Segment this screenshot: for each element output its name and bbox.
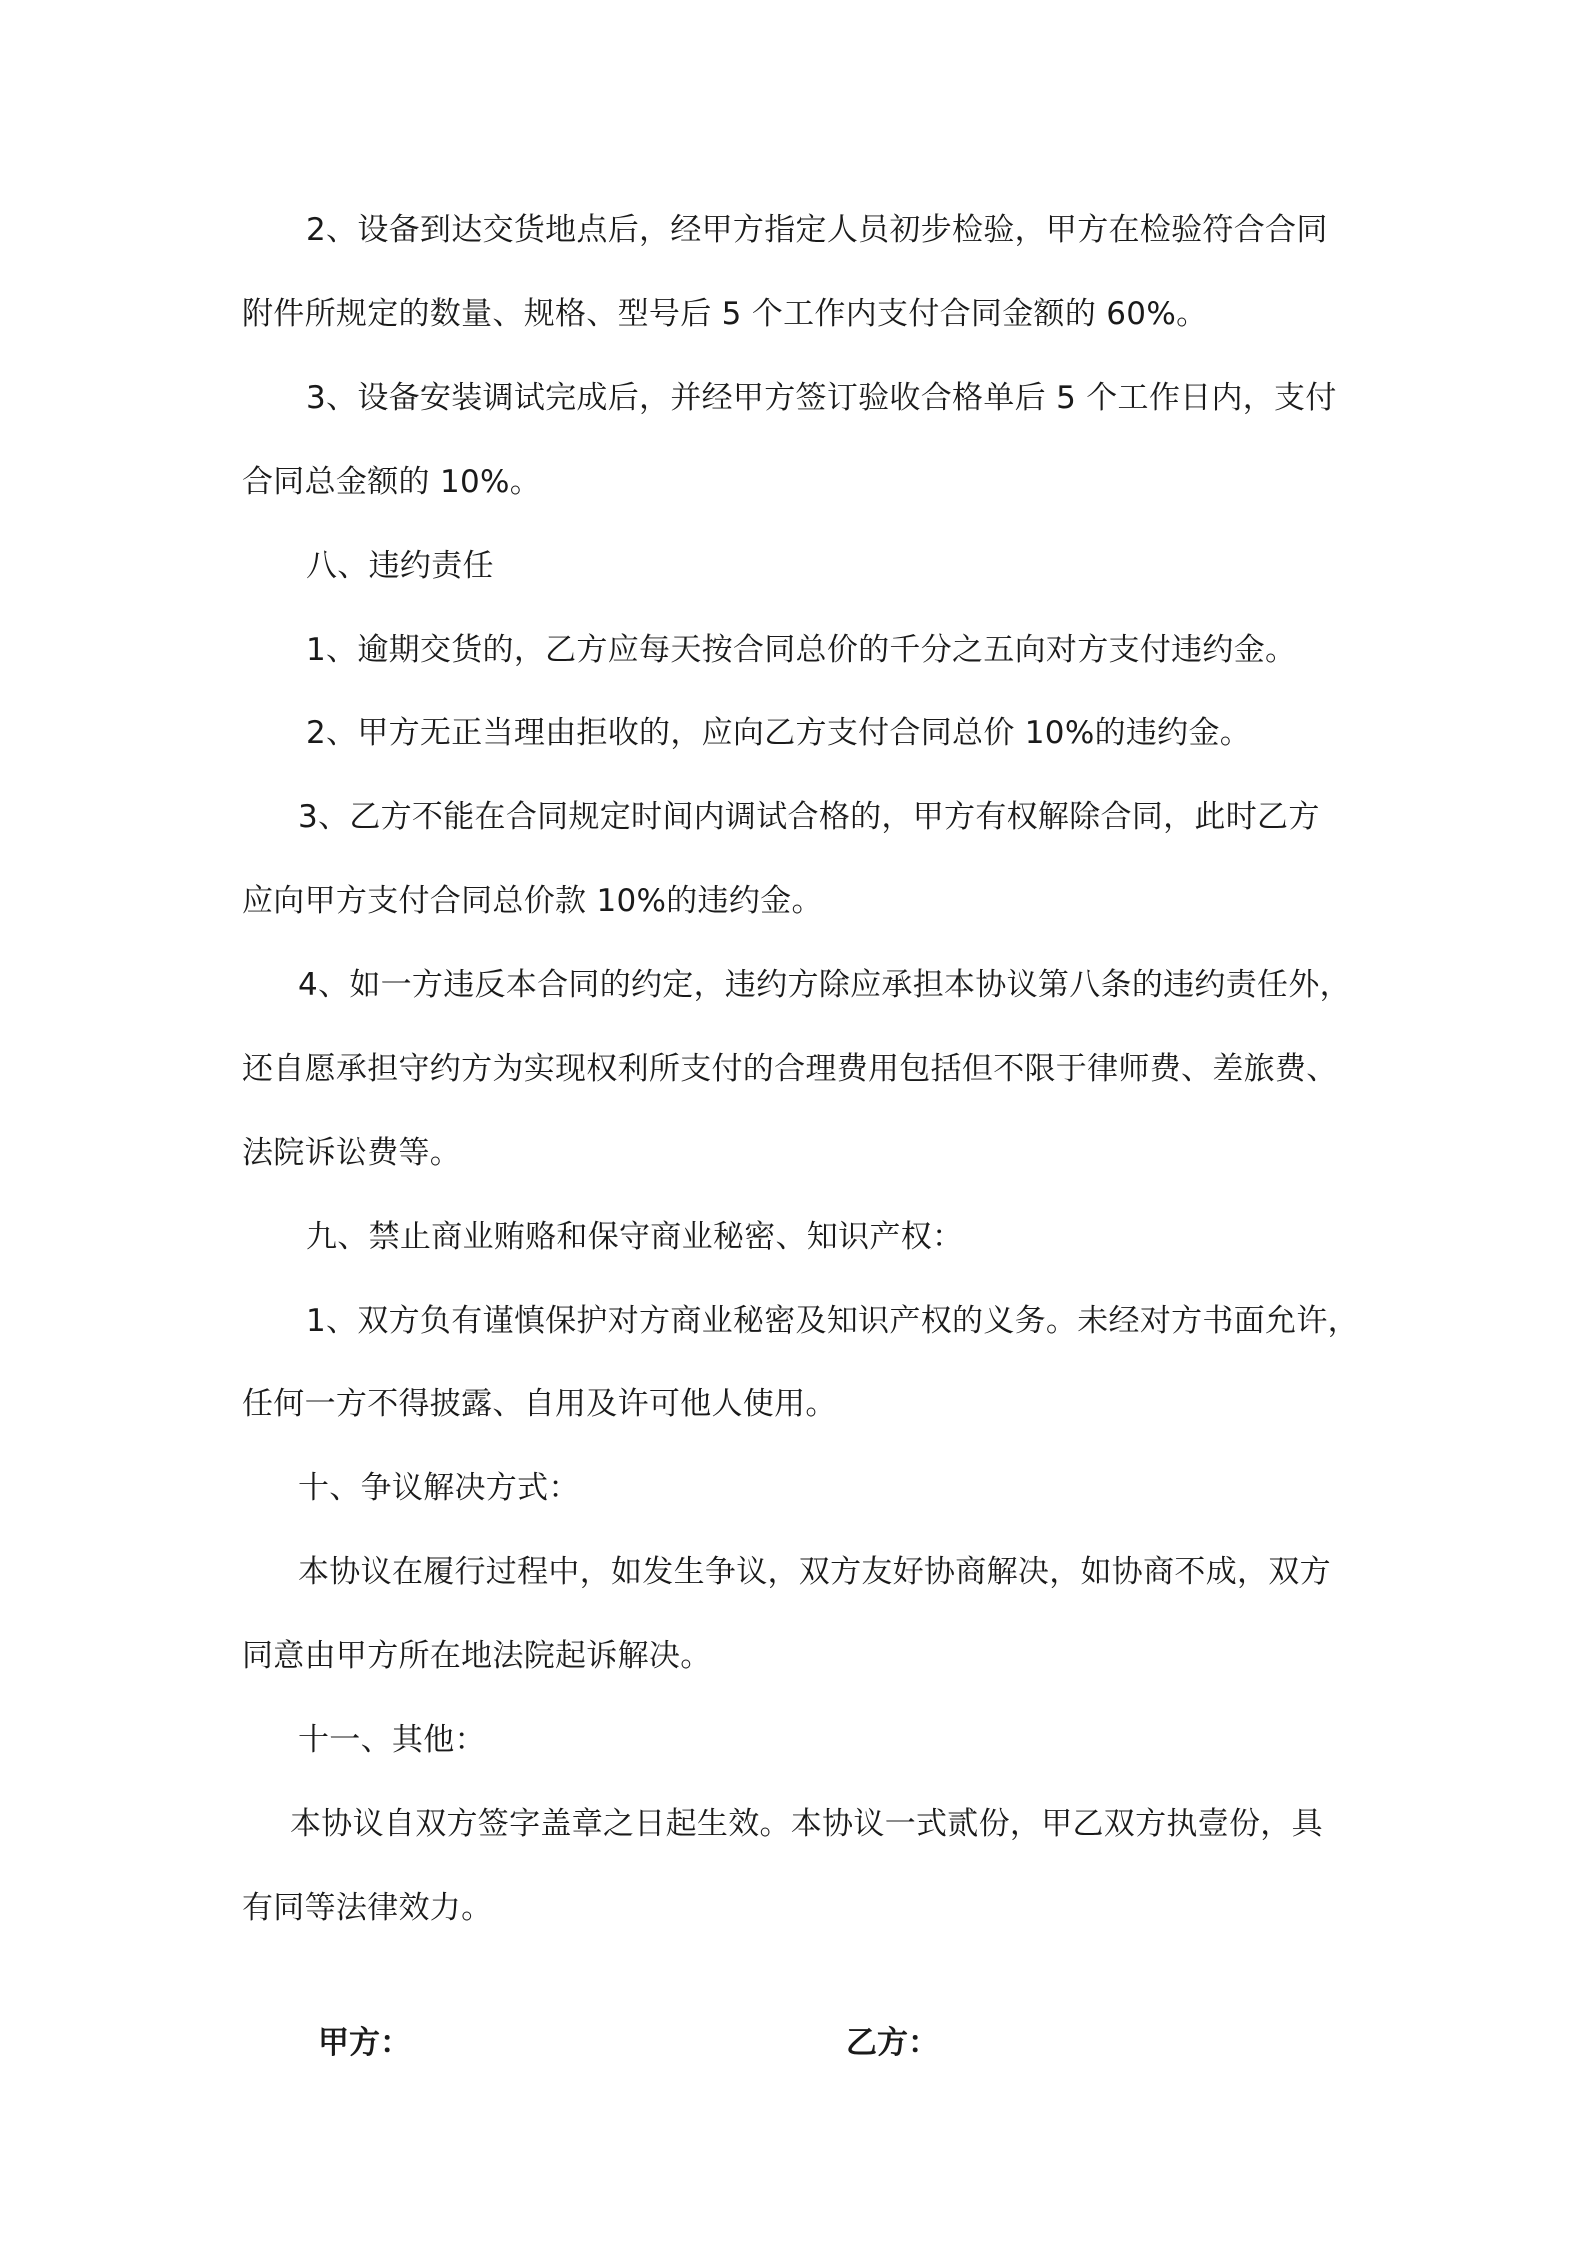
clause-9-1-line-1: 1、双方负有谨慎保护对方商业秘密及知识产权的义务。未经对方书面允许， — [306, 1303, 1359, 1339]
party-b-signature-label: 乙方： — [846, 2025, 939, 2061]
clause-8-1: 1、逾期交货的，乙方应每天按合同总价的千分之五向对方支付违约金。 — [306, 632, 1297, 668]
clause-7-2-line-1: 2、设备到达交货地点后，经甲方指定人员初步检验，甲方在检验符合合同 — [306, 212, 1328, 248]
section-11-body-line-2: 有同等法律效力。 — [242, 1890, 493, 1926]
clause-7-2-line-2: 附件所规定的数量、规格、型号后 5 个工作内支付合同金额的 60%。 — [242, 296, 1208, 332]
section-10-heading: 十、争议解决方式： — [298, 1470, 580, 1506]
section-11-body-line-1: 本协议自双方签字盖章之日起生效。本协议一式贰份，甲乙双方执壹份，具 — [290, 1806, 1323, 1842]
clause-7-3-line-2: 合同总金额的 10%。 — [242, 464, 542, 500]
section-8-heading: 八、违约责任 — [306, 548, 494, 584]
section-10-body-line-2: 同意由甲方所在地法院起诉解决。 — [242, 1638, 712, 1674]
section-10-body-line-1: 本协议在履行过程中，如发生争议，双方友好协商解决，如协商不成，双方 — [298, 1554, 1331, 1590]
clause-8-3-line-2: 应向甲方支付合同总价款 10%的违约金。 — [242, 883, 823, 919]
clause-8-4-line-2: 还自愿承担守约方为实现权利所支付的合理费用包括但不限于律师费、差旅费、 — [242, 1051, 1338, 1087]
section-11-heading: 十一、其他： — [298, 1722, 486, 1758]
clause-9-1-line-2: 任何一方不得披露、自用及许可他人使用。 — [242, 1386, 837, 1422]
clause-7-3-line-1: 3、设备安装调试完成后，并经甲方签订验收合格单后 5 个工作日内，支付 — [306, 380, 1337, 416]
party-a-signature-label: 甲方： — [318, 2025, 411, 2061]
clause-8-4-line-1: 4、如一方违反本合同的约定，违约方除应承担本协议第八条的违约责任外， — [298, 967, 1351, 1003]
clause-8-2: 2、甲方无正当理由拒收的，应向乙方支付合同总价 10%的违约金。 — [306, 715, 1252, 751]
clause-8-3-line-1: 3、乙方不能在合同规定时间内调试合格的，甲方有权解除合同，此时乙方 — [298, 799, 1320, 835]
clause-8-4-line-3: 法院诉讼费等。 — [242, 1135, 462, 1171]
section-9-heading: 九、禁止商业贿赂和保守商业秘密、知识产权： — [306, 1219, 964, 1255]
